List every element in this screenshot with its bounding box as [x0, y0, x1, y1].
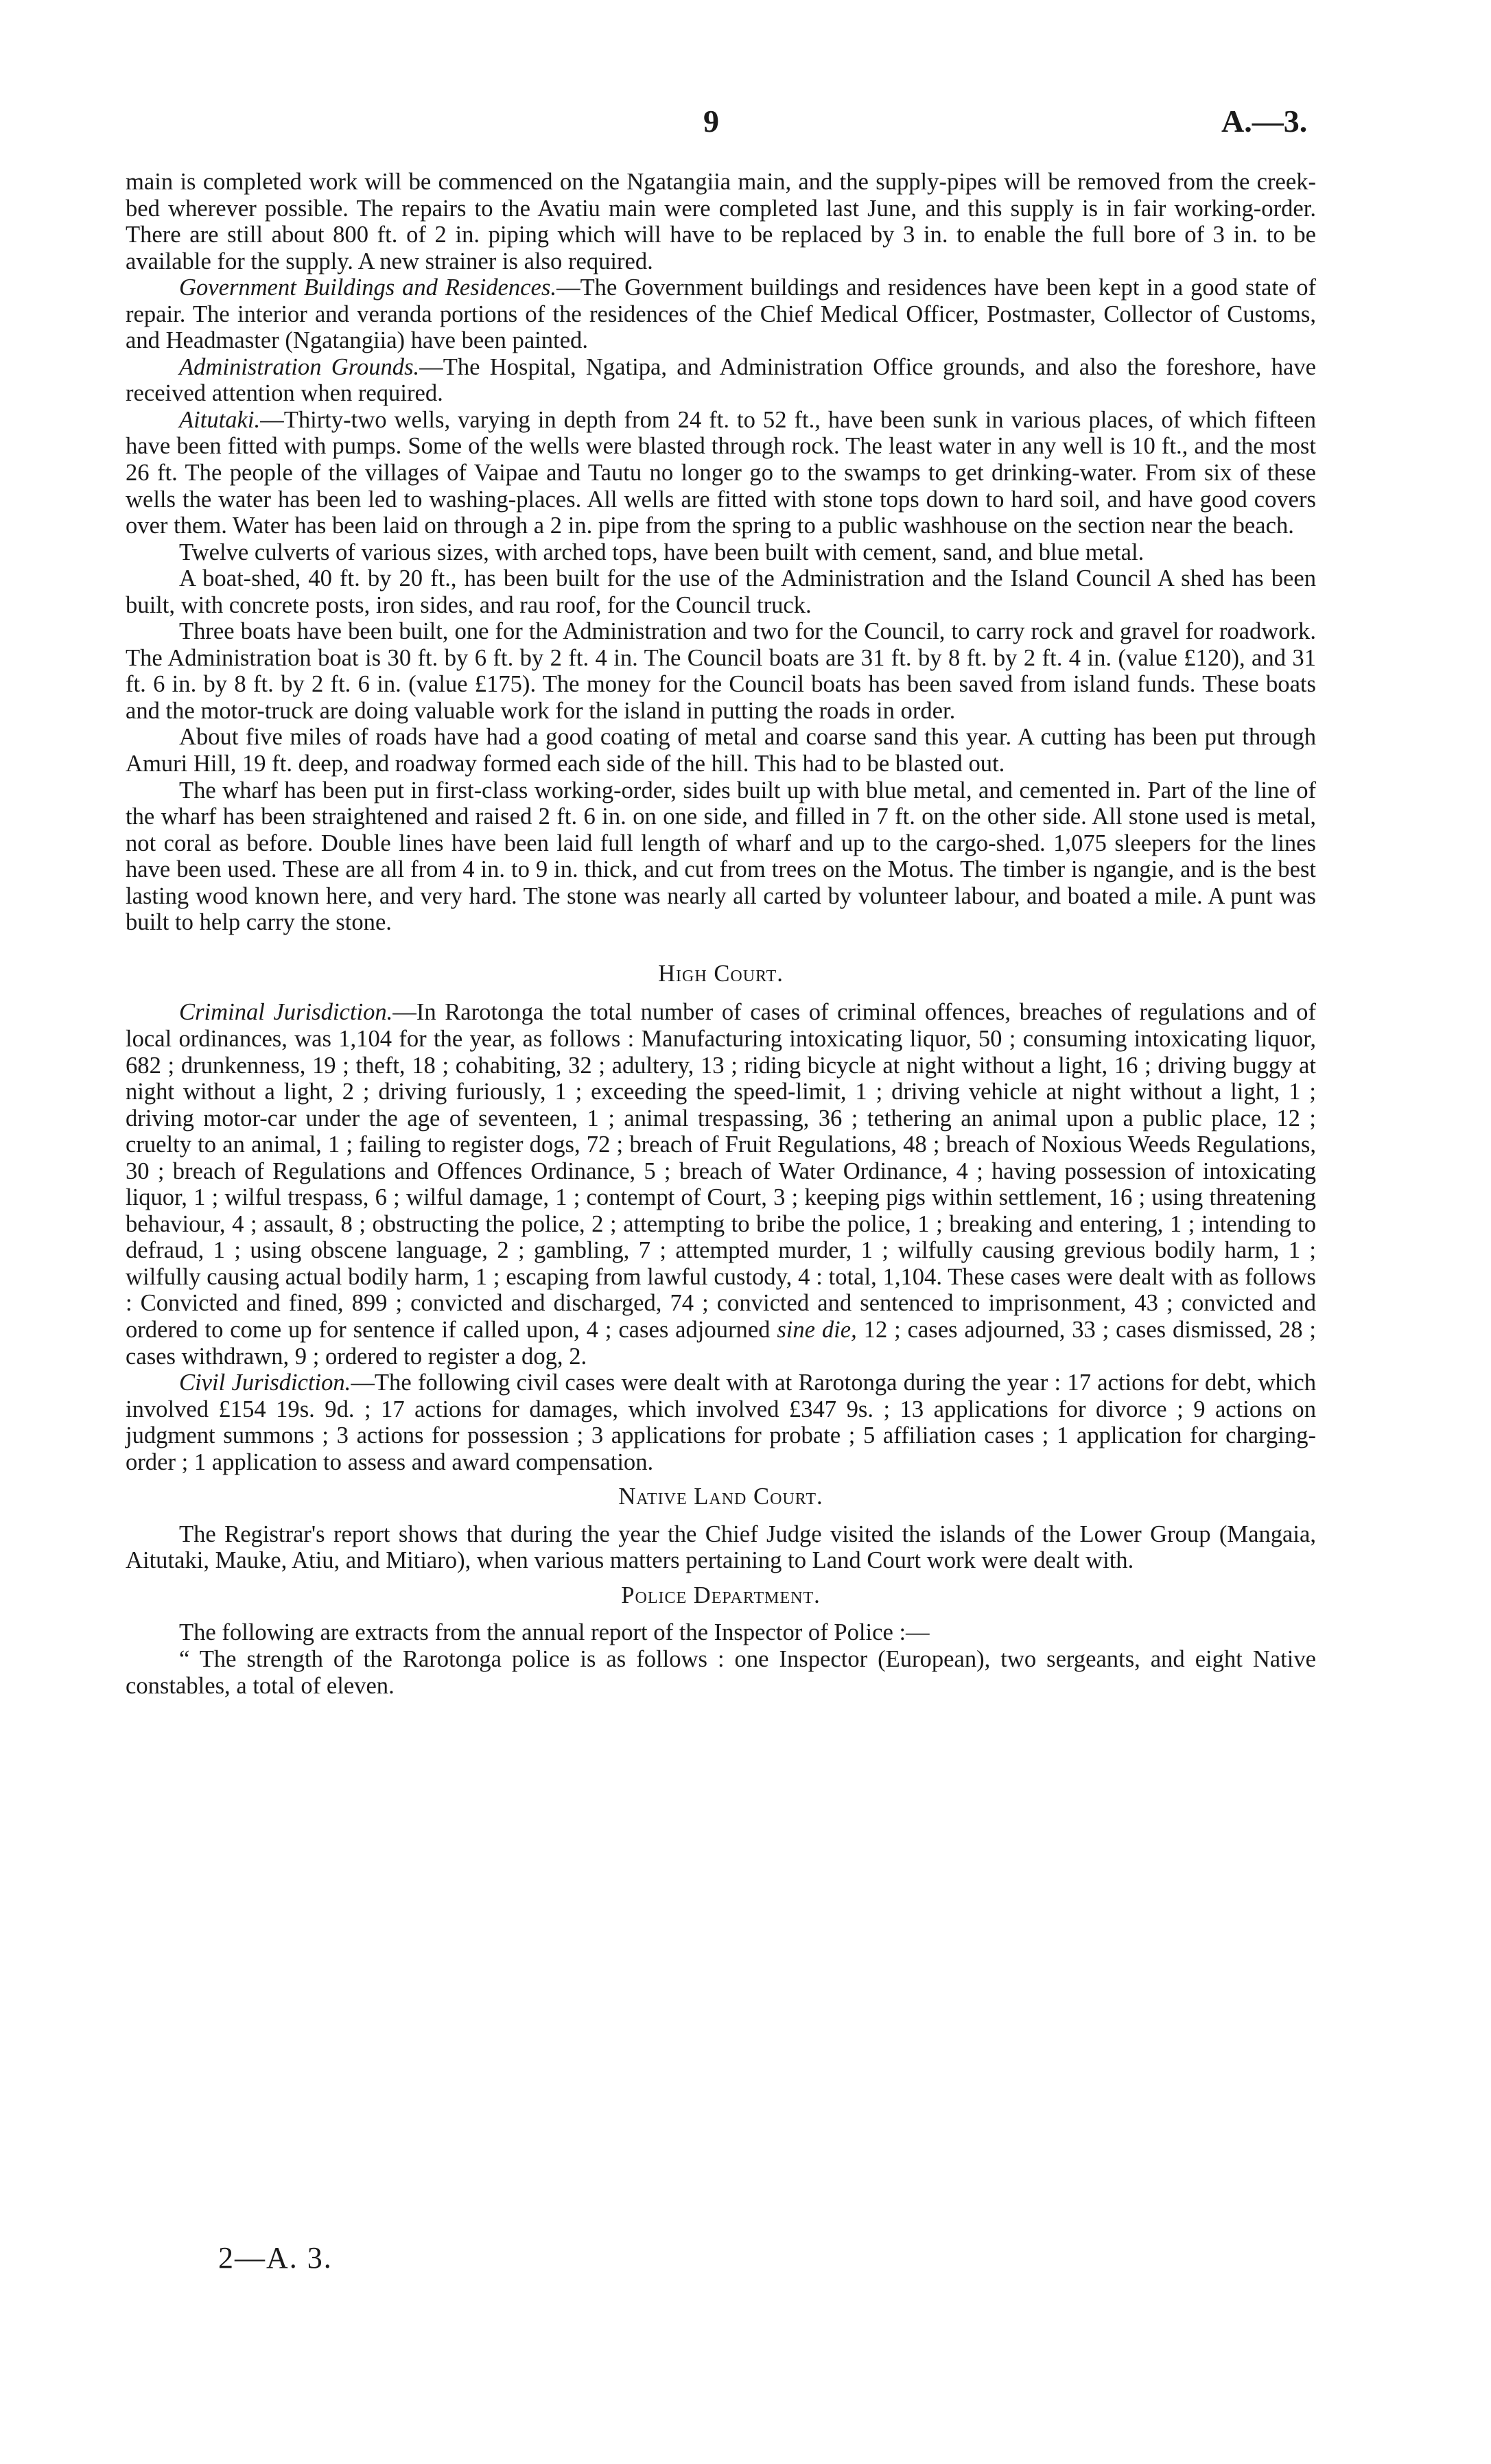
paragraph-native-land-court: The Registrar's report shows that during the year the Chief Judge visited the islands of the Lower Group (Mangaia, Aitutaki, Mauke, Atiu, and Mitiaro), when various matters pertaining to Land Court work were dealt with. [126, 1521, 1316, 1574]
paragraph-administration-grounds: Administration Grounds.—The Hospital, Ngatipa, and Administration Office grounds, and also the foreshore, have received attention when required. [126, 353, 1316, 407]
paragraph-aitutaki: Aitutaki.—Thirty-two wells, varying in depth from 24 ft. to 52 ft., have been sunk in various places, of which fifteen have been fitted with pumps. Some of the wells were blasted through rock. The least water in any well is 10 ft., and the most 26 ft. The people of the villages of Vaipae and Tautu no longer go to the swamps to get drinking-water. From six of these wells the water has been led to washing-places. All wells are fitted with stone tops down to hard soil, and have good covers over them. Water has been laid on through a 2 in. pipe from the spring to a public washhouse on the section near the beach. [126, 406, 1316, 539]
paragraph-government-buildings: Government Buildings and Residences.—The Government buildings and residences have been kept in a good state of repair. The interior and veranda portions of the residences of the Chief Medical Officer, Postmaster, Collector of Customs, and Headmaster (Ngatangiia) have been painted. [126, 274, 1316, 354]
paragraph-police-quote: “ The strength of the Rarotonga police is as follows : one Inspector (European), two sergeants, and eight Native constables, a total of eleven. [126, 1645, 1316, 1699]
page-footer-signature: 2—A. 3. [218, 2241, 333, 2275]
paragraph-civil-jurisdiction: Civil Jurisdiction.—The following civil cases were dealt with at Rarotonga during the year : 17 actions for debt, which involved £154 19s. 9d. ; 17 actions for damages, which involved £347 9s. ; 13 applications for divorce ; 9 actions on judgment summons ; 3 actions for possession ; 3 applications for probate ; 5 affiliation cases ; 1 application for charging-order ; 1 application to assess and award compensation. [126, 1370, 1316, 1475]
paragraph-lead: Aitutaki. [179, 406, 261, 433]
paragraph-culverts: Twelve culverts of various sizes, with arched tops, have been built with cement, sand, and blue metal. [179, 539, 1144, 565]
section-heading-police-department: Police Department. [621, 1582, 821, 1608]
paragraph-boats: Three boats have been built, one for the Administration and two for the Council, to carry rock and gravel for roadwork. The Administration boat is 30 ft. by 6 ft. by 2 ft. 4 in. The Council boats are 31 ft. by 8 ft. by 2 ft. 4 in. (value £120), and 31 ft. 6 in. by 8 ft. by 2 ft. 6 in. (value £175). The money for the Council boats has been saved from island funds. These boats and the motor-truck are doing valuable work for the island in putting the roads in order. [126, 618, 1316, 724]
page-header [0, 103, 1491, 151]
italic-phrase: sine die, [777, 1316, 857, 1343]
paragraph-wharf: The wharf has been put in first-class working-order, sides built up with blue metal, and cemented in. Part of the line of the wharf has been straightened and raised 2 ft. 6 in. on one side, and filled in 7 ft. on the other side. All stone used is metal, not coral as before. Double lines have been laid full length of wharf and up to the cargo-shed. 1,075 sleepers for the lines have been used. These are all from 4 in. to 9 in. thick, and cut from trees on the Motus. The timber is ngangie, and is the best lasting wood known here, and very hard. The stone was nearly all carted by volunteer labour, and boated a mile. A punt was built to help carry the stone. [126, 777, 1316, 936]
section-heading-high-court: High Court. [658, 960, 784, 987]
section-heading-native-land-court: Native Land Court. [618, 1483, 823, 1510]
paragraph-boat-shed: A boat-shed, 40 ft. by 20 ft., has been built for the use of the Administration and the Island Council A shed has been built, with concrete posts, iron sides, and rau roof, for the Council truck. [126, 565, 1316, 618]
paragraph-police-intro: The following are extracts from the annual report of the Inspector of Police :— [179, 1619, 930, 1646]
paragraph-water-mains: main is completed work will be commenced on the Ngatangiia main, and the supply-pipes will be removed from the creek-bed wherever possible. The repairs to the Avatiu main were completed last June, and this supply is in fair working-order. There are still about 800 ft. of 2 in. piping which will have to be replaced by 3 in. to enable the full bore of 3 in. to be available for the supply. A new strainer is also required. [126, 169, 1316, 274]
page-body [126, 169, 1316, 1699]
document-reference: A.—3. [1221, 104, 1308, 139]
paragraph-lead: Administration Grounds. [179, 353, 420, 380]
page-number: 9 [703, 104, 719, 139]
paragraph-roads: About five miles of roads have had a good coating of metal and coarse sand this year. A cutting has been put through Amuri Hill, 19 ft. deep, and roadway formed each side of the hill. This had to be blasted out. [126, 724, 1316, 777]
paragraph-lead: Civil Jurisdiction. [179, 1370, 351, 1396]
paragraph-lead: Government Buildings and Residences. [179, 274, 556, 301]
paragraph-lead: Criminal Jurisdiction. [179, 999, 393, 1026]
paragraph-criminal-jurisdiction: Criminal Jurisdiction.—In Rarotonga the total number of cases of criminal offences, breaches of regulations and of local ordinances, was 1,104 for the year, as follows : Manufacturing intoxicating liquor, 50 ; consuming intoxicating liquor, 682 ; drunkenness, 19 ; theft, 18 ; cohabiting, 32 ; adultery, 13 ; riding bicycle at night without a light, 16 ; driving buggy at night without a light, 2 ; driving furiously, 1 ; exceeding the speed-limit, 1 ; driving vehicle at night without a light, 1 ; driving motor-car under the age of seventeen, 1 ; animal trespassing, 36 ; tethering an animal upon a public place, 12 ; cruelty to an animal, 1 ; failing to register dogs, 72 ; breach of Fruit Regulations, 48 ; breach of Noxious Weeds Regulations, 30 ; breach of Regulations and Offences Ordinance, 5 ; breach of Water Ordinance, 4 ; having possession of intoxicating liquor, 1 ; wilful trespass, 6 ; wilful damage, 1 ; contempt of Court, 3 ; keeping pigs within settlement, 16 ; using threatening behaviour, 4 ; assault, 8 ; obstructing the police, 2 ; attempting to bribe the police, 1 ; breaking and entering, 1 ; intending to defraud, 1 ; using obscene language, 2 ; gambling, 7 ; attempted murder, 1 ; wilfully causing grevious bodily harm, 1 ; wilfully causing actual bodily harm, 1 ; escaping from lawful custody, 4 : total, 1,104. These cases were dealt with as follows : Convicted and fined, 899 ; convicted and discharged, 74 ; convicted and sentenced to imprisonment, 43 ; convicted and ordered to come up for sentence if called upon, 4 ; cases adjourned sine die, 12 ; cases adjourned, 33 ; cases dismissed, 28 ; cases withdrawn, 9 ; ordered to register a dog, 2. [126, 999, 1316, 1370]
